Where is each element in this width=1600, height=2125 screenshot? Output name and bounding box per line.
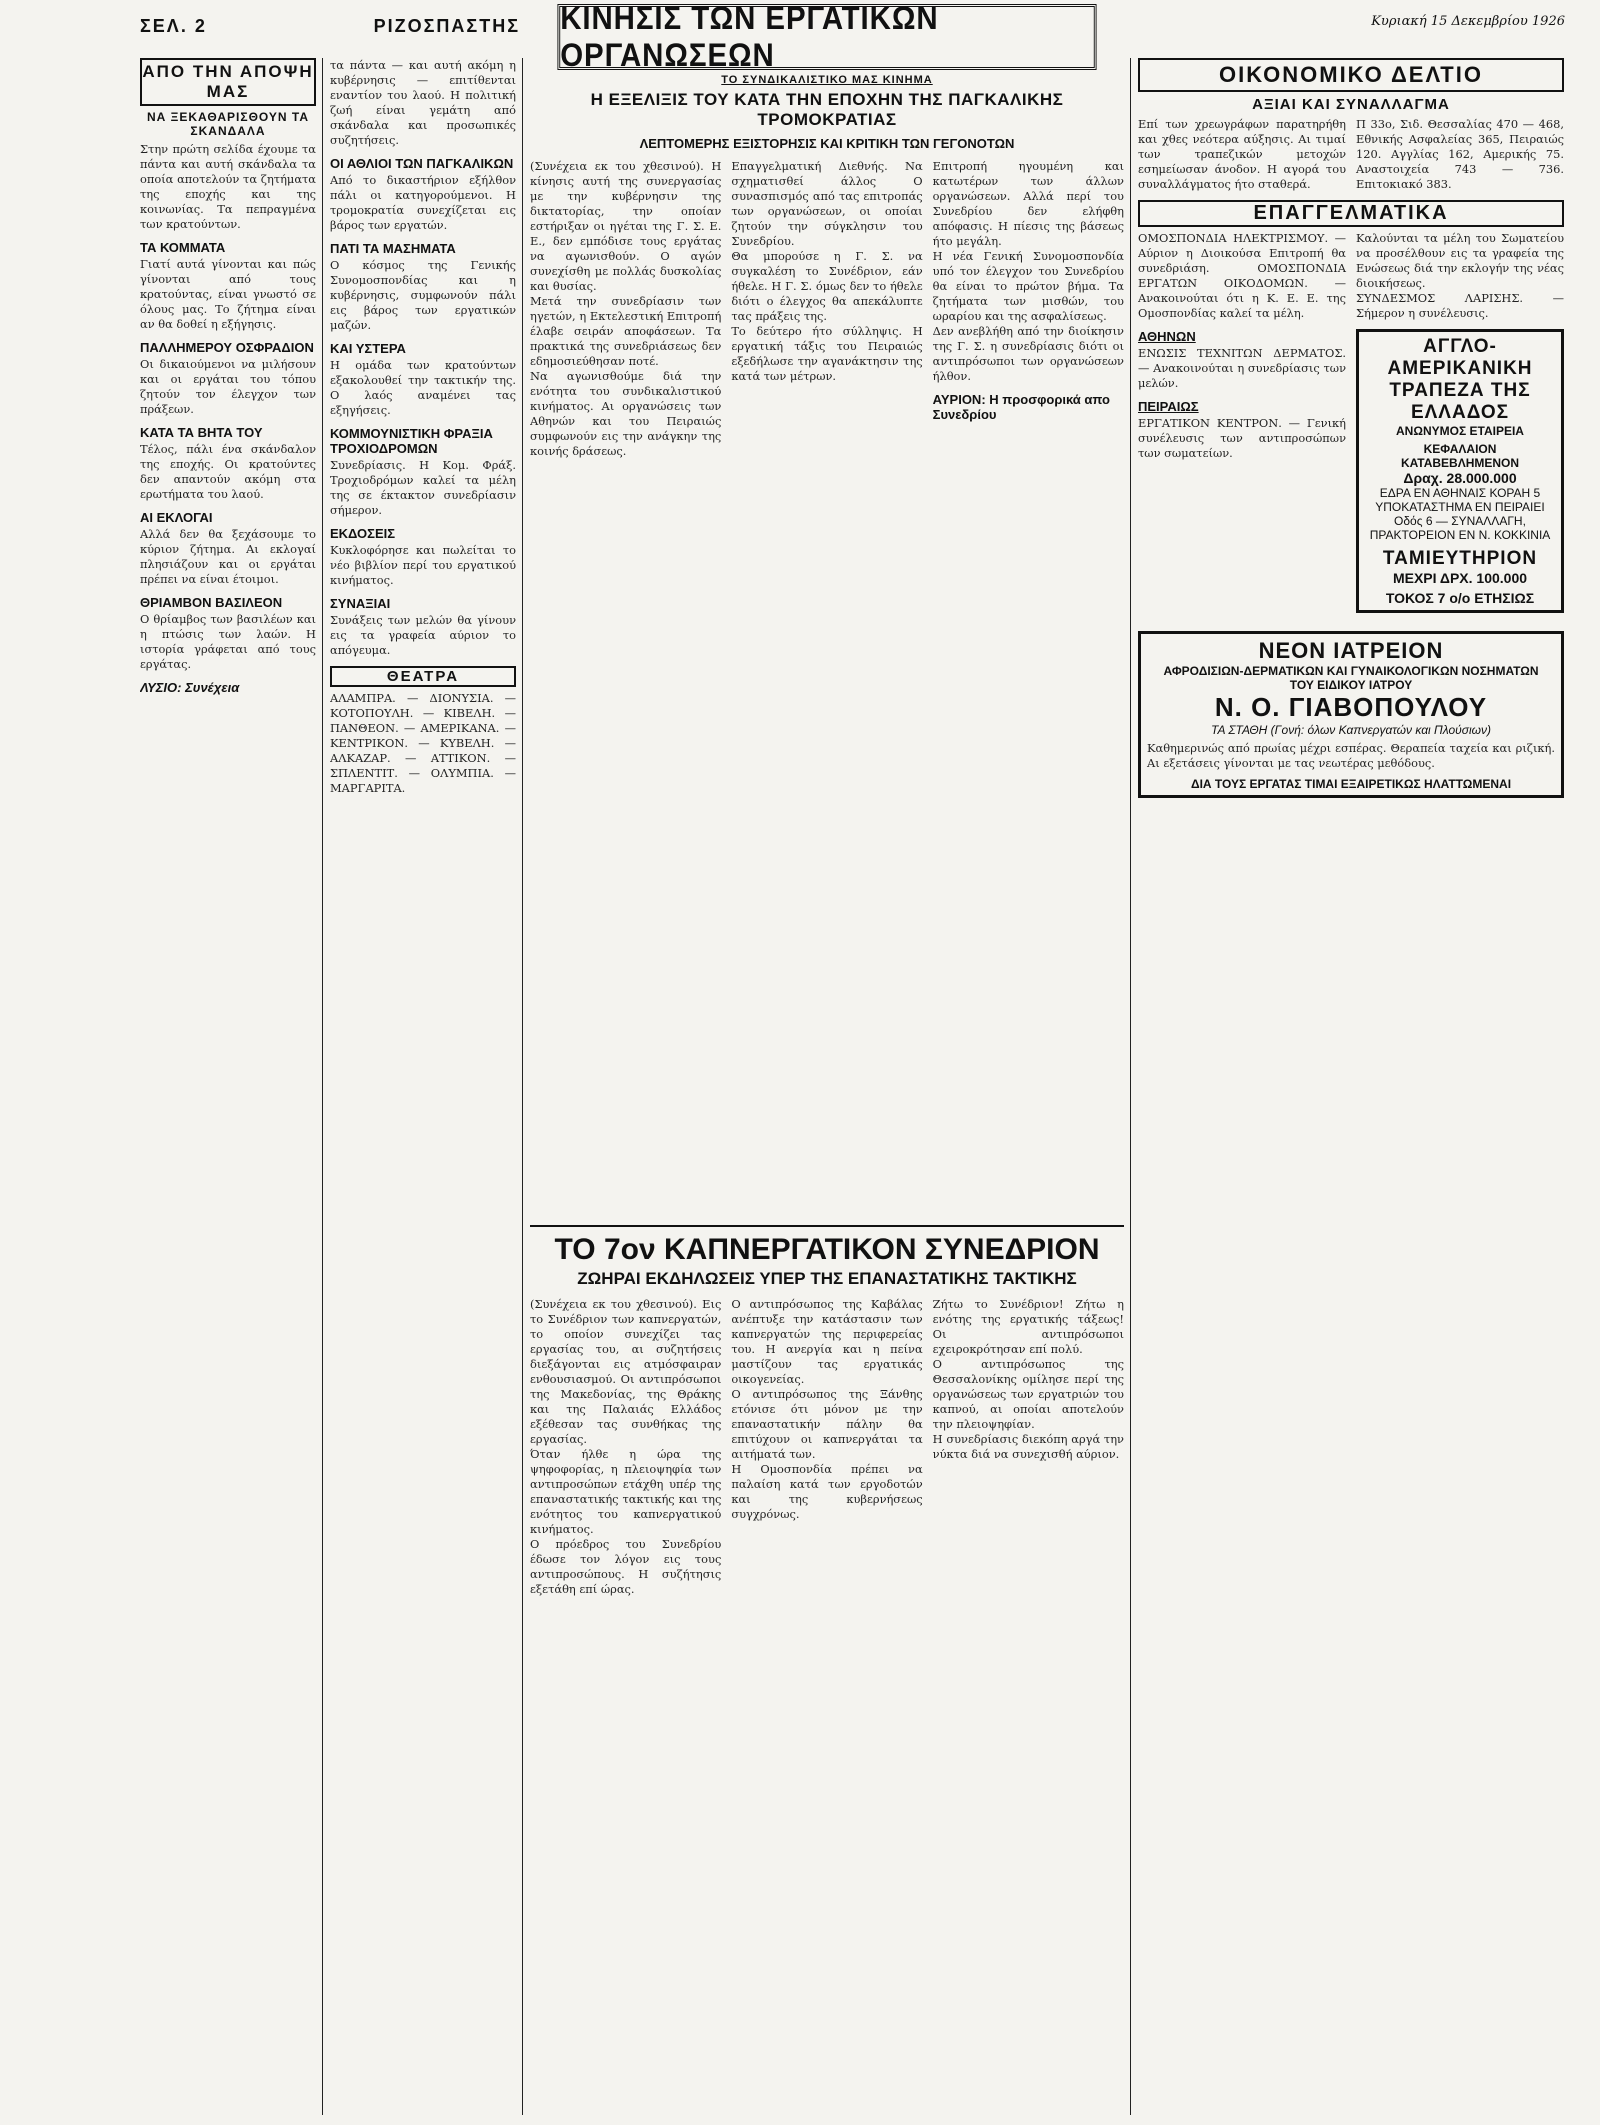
- interest-rate: ΤΟΚΟΣ 7 ο/ο ΕΤΗΣΙΩΣ: [1385, 590, 1535, 606]
- epag-header: ΕΠΑΓΓΕΛΜΑΤΙΚΑ: [1138, 200, 1564, 227]
- deck-1: ΛΕΠΤΟΜΕΡΗΣ ΕΞΙΣΤΟΡΗΣΙΣ ΚΑΙ ΚΡΙΤΙΚΗ ΤΩΝ ΓΕΓΟΝΟΤΩΝ: [639, 136, 1015, 151]
- body-text: Ο κόσμος της Γενικής Συνομοσπονδίας και η κυβέρνησις, συμφωνούν πάλι εις βάρος των εργατικών μαζών.: [330, 258, 516, 332]
- masthead-left: [140, 6, 520, 46]
- body-text: Επί των χρεωγράφων παρατηρήθη και χθες νεότερα αύξησις. Αι τιμαί των τραπεζικών μετοχών εσημείωσαν άνοδον. Η αγορά του συναλλάγματος ήτο σταθερά.: [1138, 117, 1346, 191]
- col1-subheader: ΝΑ ΞΕΚΑΘΑΡΙΣΘΟΥΝ ΤΑ ΣΚΑΝΔΑΛΑ: [146, 110, 310, 138]
- deck-2: ΖΩΗΡΑΙ ΕΚΔΗΛΩΣΕΙΣ ΥΠΕΡ ΤΗΣ ΕΠΑΝΑΣΤΑΤΙΚΗΣ ΤΑΚΤΙΚΗΣ: [577, 1269, 1077, 1288]
- doctor-name: Ν. Ο. ΓΙΑΒΟΠΟΥΛΟΥ: [1214, 692, 1488, 722]
- section-heading: ΑΙ ΕΚΛΟΓΑΙ: [140, 510, 213, 525]
- clinic-note: ΤΑ ΣΤΑΘΗ (Γονή: όλων Καπνεργατών και Πλούσιων): [1211, 723, 1491, 737]
- epag-columns: [1138, 231, 1564, 621]
- body-text: Κυκλοφόρησε και πωλείται το νέο βιβλίον περί του εργατικού κινήματος.: [330, 543, 516, 587]
- savings-label: ΤΑΜΙΕΥΤΗΡΙΟΝ: [1382, 548, 1538, 569]
- body-text: Η συνεδρίασις διεκόπη αργά την νύκτα διά να συνεχισθή αύριον.: [932, 1432, 1124, 1461]
- clinic-subtitle: ΑΦΡΟΔΙΣΙΩΝ-ΔΕΡΜΑΤΙΚΩΝ ΚΑΙ ΓΥΝΑΙΚΟΛΟΓΙΚΩΝ ΝΟΣΗΜΑΤΩΝ: [1163, 664, 1539, 678]
- column-rule: [522, 58, 523, 2115]
- headline-1: Η ΕΞΕΛΙΞΙΣ ΤΟΥ ΚΑΤΑ ΤΗΝ ΕΠΟΧΗΝ ΤΗΣ ΠΑΓΚΑΛΙΚΗΣ ΤΡΟΜΟΚΡΑΤΙΑΣ: [590, 90, 1064, 129]
- right-column: [1138, 58, 1564, 2115]
- body-text: Επαγγελματική Διεθνής. Να σχηματισθεί άλλος Ο συνασπισμός από τας επιτροπάς των οργανώσεων, οι οποίαι ζητούν την σύγκλησιν του Συνεδρίου.: [731, 159, 923, 248]
- capital-label: ΚΕΦΑΛΑΙΟΝ ΚΑΤΑΒΕΒΛΗΜΕΝΟΝ: [1400, 442, 1520, 470]
- savings-limit: ΜΕΧΡΙ ΔΡΧ. 100.000: [1392, 570, 1528, 586]
- econ-col: [1138, 117, 1346, 192]
- section-heading: ΘΡΙΑΜΒΟΝ ΒΑΣΙΛΕΟΝ: [140, 595, 283, 610]
- body-text: Ο αντιπρόσωπος της Ξάνθης ετόνισε ότι μόνον με την επαναστατικήν πάλην θα επιτύχουν οι καπνεργάται τα αιτήματά των.: [731, 1387, 923, 1461]
- article-col: [933, 1297, 1124, 1597]
- body-text: ΕΡΓΑΤΙΚΟΝ ΚΕΝΤΡΟΝ. — Γενική συνέλευσις των αντιπροσώπων των σωματείων.: [1138, 416, 1346, 460]
- body-text: Μετά την συνεδρίασιν των ηγετών, η Εκτελεστική Επιτροπή έλαβε σειράν αποφάσεων. Τα πρακτικά της συνεδριάσεως δεν εδημοσιεύθησαν ποτέ.: [530, 294, 722, 368]
- body-text: Η νέα Γενική Συνομοσπονδία υπό τον έλεγχον του Συνεδρίου θα είναι το πρώτον βήμα. Τα ζητήματα των μισθών, του ωραρίου και της ασφαλίσεως.: [932, 249, 1124, 323]
- econ-subheader: ΑΞΙΑΙ ΚΑΙ ΣΥΝΑΛΛΑΓΜΑ: [1252, 96, 1450, 113]
- body-text: Αλλά δεν θα ξεχάσουμε το κύριον ζήτημα. Αι εκλογαί πλησιάζουν και οι εργάται πρέπει να είναι έτοιμοι.: [140, 527, 316, 586]
- bank-ad: [1356, 329, 1564, 613]
- econ-col: [1356, 117, 1564, 192]
- body-text: Τέλος, πάλι ένα σκάνδαλον της εποχής. Οι κρατούντες δεν απαντούν ακόμη στα ερωτήματα του λαού.: [140, 442, 316, 501]
- section-heading: ΚΑΙ ΥΣΤΕΡΑ: [330, 341, 406, 356]
- section-heading: ΠΑΛΛΗΜΕΡΟΥ ΟΣΦΡΑΔΙΟΝ: [140, 340, 314, 355]
- section-heading: ΚΟΜΜΟΥΝΙΣΤΙΚΗ ΦΡΑΞΙΑ ΤΡΟΧΙΟΔΡΟΜΩΝ: [330, 426, 493, 456]
- body-text: Ο θρίαμβος των βασιλέων και η πτώσις των λαών. Η ιστορία γράφεται από τους εργάτας.: [140, 612, 316, 671]
- column-1: [140, 58, 316, 2115]
- article-col: [530, 1297, 721, 1597]
- body-text: Από το δικαστήριον εξήλθον πάλι οι κατηγορούμενοι. Η τρομοκρατία συνεχίζεται εις βάρος των εργατών.: [330, 173, 516, 232]
- section-heading: ΟΙ ΑΘΛΙΟΙ ΤΩΝ ΠΑΓΚΑΛΙΚΩΝ: [330, 156, 514, 171]
- body-text: ΑΛΑΜΠΡΑ. — ΔΙΟΝΥΣΙΑ. — ΚΟΤΟΠΟΥΛΗ. — ΚΙΒΕΛΗ. — ΠΑΝΘΕΟΝ. — ΑΜΕΡΙΚΑΝΑ. — ΚΕΝΤΡΙΚΟΝ. — ΚΥΒΕΛΗ. — ΑΛΚΑΖΑΡ. — ΑΤΤΙΚΟΝ. — ΣΠΛΕΝΤΙΤ. — ΟΛΥΜΠΙΑ. — ΜΑΡΓΑΡΙΤΑ.: [330, 691, 516, 795]
- body-text: Συνεδρίασις. Η Κομ. Φράξ. Τροχιοδρόμων καλεί τα μέλη της σε έκτακτον συνεδρίασιν σήμερον.: [330, 458, 516, 517]
- center-block: [530, 58, 1124, 2115]
- body-text: Να αγωνισθούμε διά την ενότητα του συνδικαλιστικού κινήματος. Αι οργανώσεις των Αθηνών και του Πειραιώς συμφωνούν εις την ανάγκην της κοινής δράσεως.: [530, 369, 722, 458]
- col1-header: ΑΠΟ ΤΗΝ ΑΠΟΨΗ ΜΑΣ: [140, 58, 316, 106]
- section-heading: ΚΑΤΑ ΤΑ ΒΗΤΑ ΤΟΥ: [140, 425, 263, 440]
- section-heading-box: ΘΕΑΤΡΑ: [330, 666, 516, 687]
- body-text: τα πάντα — και αυτή ακόμη η κυβέρνησις — επιτίθενται εναντίον του λαού. Η πολιτική ζωή είναι γεμάτη από σκάνδαλα και προσωπικές συζητήσεις.: [330, 58, 516, 147]
- body-text: Γιατί αυτά γίνονται και πώς γίνονται από τους κρατούντας, είναι γνωστό σε όλους μας. Το ζήτημα είναι αν θα δοθεί η εξήγησις.: [140, 257, 316, 331]
- paper-name: ΡΙΖΟΣΠΑΣΤΗΣ: [373, 15, 520, 36]
- article-col: [933, 159, 1124, 1219]
- section-heading: ΣΥΝΑΞΙΑΙ: [330, 596, 391, 611]
- body-text: Ο πρόεδρος του Συνεδρίου έδωσε τον λόγον εις τους αντιπροσώπους. Η συζήτησις εξετάθη επί ώρας.: [530, 1537, 722, 1596]
- masthead-date: Κυριακή 15 Δεκεμβρίου 1926: [1371, 14, 1565, 29]
- body-text: Η Ομοσπονδία πρέπει να παλαίση κατά των εργοδοτών και της κυβερνήσεως συγχρόνως.: [731, 1462, 923, 1521]
- body-text: (Συνέχεια εκ του χθεσινού). Η κίνησις αυτή της συνεργασίας με την κυβέρνησιν της δικτατορίας, την οποίαν εστήριξαν οι ηγέται της Γ. Σ. Ε. Ε., δεν εμπόδισε τους εργάτας να αγωνισθούν. Ο αγών συνεχίσθη με πολλάς δυσκολίας και θυσίας.: [530, 159, 722, 293]
- column-2: [330, 58, 516, 2115]
- body-text: (Συνέχεια εκ του χθεσινού). Εις το Συνέδριον των καπνεργατών, το οποίον συνεχίζει τας εργασίας του, αι συζητήσεις διεξάγονται εις ατμόσφαιραν ενθουσιασμού. Οι αντιπρόσωποι της Μακεδονίας, της Θράκης και της Παλαιάς Ελλάδος εξέθεσαν τας συνθήκας της εργασίας.: [530, 1297, 722, 1446]
- econ-columns: [1138, 117, 1564, 192]
- section-heading: ΠΑΤΙ ΤΑ ΜΑΣΗΜΑΤΑ: [330, 241, 456, 256]
- kicker: ΤΟ ΣΥΝΔΙΚΑΛΙΣΤΙΚΟ ΜΑΣ ΚΙΝΗΜΑ: [721, 74, 933, 86]
- epag-col: [1356, 231, 1564, 621]
- clinic-title: ΝΕΟΝ ΙΑΤΡΕΙΟΝ: [1258, 638, 1444, 663]
- column-rule: [322, 58, 323, 2115]
- body-text: Οι δικαιούμενοι να μιλήσουν και οι εργάται του τόπου ζητούν τον έλεγχον των πράξεων.: [140, 357, 316, 416]
- body-text: Το δεύτερο ήτο σύλληψις. Η εργατική τάξις του Πειραιώς εξεδήλωσε την αγανάκτησιν της κατά των μέτρων.: [731, 324, 923, 383]
- epag-col: [1138, 231, 1346, 621]
- body-text: Δεν ανεβλήθη από την διοίκησιν της Γ. Σ. η συνεδρίασις διότι οι αντιπρόσωποι των οργανώσεων ήλθον.: [932, 324, 1124, 383]
- body-text: Συνάξεις των μελών θα γίνουν εις τα γραφεία αύριον το απόγευμα.: [330, 613, 516, 657]
- article-columns: [530, 159, 1124, 1219]
- article2-columns: [530, 1297, 1124, 1597]
- bank-seat: ΕΔΡΑ ΕΝ ΑΘΗΝΑΙΣ ΚΟΡΑΗ 5: [1379, 486, 1541, 500]
- clinic-ad: [1138, 631, 1564, 798]
- divider: [530, 1225, 1124, 1227]
- section-heading: ΠΕΙΡΑΙΩΣ: [1138, 399, 1199, 414]
- body-text: ΕΝΩΣΙΣ ΤΕΧΝΙΤΩΝ ΔΕΡΜΑΤΟΣ. — Ανακοινούται η συνεδρίασις των μελών.: [1138, 346, 1346, 390]
- bank-branches: ΥΠΟΚΑΤΑΣΤΗΜΑ ΕΝ ΠΕΙΡΑΙΕΙ Οδός 6 — ΣΥΝΑΛΛΑΓΗ, ΠΡΑΚΤΟΡΕΙΟΝ ΕΝ Ν. ΚΟΚΚΙΝΙΑ: [1369, 500, 1551, 542]
- section-heading: ΤΑ ΚΟΜΜΑΤΑ: [140, 240, 226, 255]
- body-text: ΟΜΟΣΠΟΝΔΙΑ ΗΛΕΚΤΡΙΣΜΟΥ. — Αύριον η Διοικούσα Επιτροπή θα συνεδριάση. ΟΜΟΣΠΟΝΔΙΑ ΕΡΓΑΤΩΝ ΟΙΚΟΔΟΜΩΝ. — Ανακοινούται ότι η Κ. Ε. Ε. της Ομοσπονδίας καλεί τα μέλη.: [1138, 231, 1346, 320]
- section-heading: ΑΘΗΝΩΝ: [1138, 329, 1196, 344]
- body-text: Επιτροπή ηγουμένη και κατωτέρων των άλλων οργανώσεων. Αλλά περί του Συνεδρίου δεν ελήφθη απόφασις. Η πίεσις της βάσεως ήτο μεγάλη.: [932, 159, 1124, 248]
- econ-header: ΟΙΚΟΝΟΜΙΚΟ ΔΕΛΤΙΟ: [1138, 58, 1564, 92]
- bank-name: ΑΓΓΛΟ-ΑΜΕΡΙΚΑΝΙΚΗ ΤΡΑΠΕΖΑ ΤΗΣ ΕΛΛΑΔΟΣ: [1387, 336, 1533, 423]
- headline-2: ΤΟ 7ον ΚΑΠΝΕΡΓΑΤΙΚΟΝ ΣΥΝΕΔΡΙΟΝ: [554, 1233, 1100, 1266]
- body-text: Ο αντιπρόσωπος της Θεσσαλονίκης ομίλησε περί της οργανώσεως των εργατριών του καπνού, αι οποίαι αποτελούν την πλειοψηφίαν.: [932, 1357, 1124, 1431]
- body-text: Καθημερινώς από πρωίας μέχρι εσπέρας. Θεραπεία ταχεία και ριζική. Αι εξετάσεις γίνονται με τας νεωτέρας μεθόδους.: [1147, 741, 1555, 770]
- body-text: Θα μπορούσε η Γ. Σ. να συγκαλέση το Συνέδριον, εάν ήθελε. Η Γ. Σ. όμως δεν το ήθελε διότι ο έλεγχος θα απεκάλυπτε τας πράξεις της.: [731, 249, 923, 323]
- col1-footer: ΛΥΣΙΟ: Συνέχεια: [140, 680, 240, 695]
- article-col: [731, 159, 922, 1219]
- article-col: [530, 159, 721, 1219]
- page-number: ΣΕΛ. 2: [140, 15, 207, 36]
- body-text: Π 33ο, Σιδ. Θεσσαλίας 470 — 468, Εθνικής Ασφαλείας 365, Πειραιώς 120. Αγγλίας 162, Αμερικής 75. Αναστοιχεία 743 — 736. Επιτοκιακό 383.: [1356, 117, 1564, 191]
- body-text: Στην πρώτη σελίδα έχουμε τα πάντα και αυτή σκάνδαλα τα οποία αποτελούν τα ζητήματα της εποχής και της κοινωνίας. Τα πεπραγμένα των κρατούντων.: [140, 142, 316, 231]
- bank-type: ΑΝΩΝΥΜΟΣ ΕΤΑΙΡΕΙΑ: [1396, 424, 1524, 438]
- body-text: Ο αντιπρόσωπος της Καβάλας ανέπτυξε την κατάστασιν των καπνεργατών της περιφερείας του. Η ανεργία και η πείνα μαστίζουν τας εργατικάς οικογενείας.: [731, 1297, 923, 1386]
- column-rule: [1130, 58, 1131, 2115]
- body-text: Ζήτω το Συνέδριον! Ζήτω η ενότης της εργατικής τάξεως! Οι αντιπρόσωποι εχειροκρότησαν επί πολύ.: [932, 1297, 1124, 1356]
- body-text: Η ομάδα των κρατούντων εξακολουθεί την τακτικήν της. Ο λαός αναμένει τας εξηγήσεις.: [330, 358, 516, 417]
- bold-line: ΑΥΡΙΟΝ: Η προσφορικά απο Συνεδρίου: [932, 392, 1110, 422]
- section-heading: ΕΚΔΟΣΕΙΣ: [330, 526, 396, 541]
- clinic-footer: ΔΙΑ ΤΟΥΣ ΕΡΓΑΤΑΣ ΤΙΜΑΙ ΕΞΑΙΡΕΤΙΚΩΣ ΗΛΑΤΤΩΜΕΝΑΙ: [1190, 777, 1512, 791]
- capital-value: Δραχ. 28.000.000: [1403, 470, 1517, 486]
- article-col: [731, 1297, 922, 1597]
- banner-title: ΚΙΝΗΣΙΣ ΤΩΝ ΕΡΓΑΤΙΚΩΝ ΟΡΓΑΝΩΣΕΩΝ: [557, 4, 1096, 70]
- body-text: ΣΥΝΔΕΣΜΟΣ ΛΑΡΙΣΗΣ. — Σήμερον η συνέλευσις.: [1356, 291, 1564, 320]
- clinic-of: ΤΟΥ ΕΙΔΙΚΟΥ ΙΑΤΡΟΥ: [1289, 678, 1413, 692]
- body-text: Όταν ήλθε η ώρα της ψηφοφορίας, η πλειοψηφία των αντιπροσώπων ετάχθη υπέρ της επαναστατικής τακτικής και της ενότητος του καπνεργατικού κινήματος.: [530, 1447, 722, 1536]
- body-text: Καλούνται τα μέλη του Σωματείου να προσέλθουν εις τα γραφεία της Ενώσεως διά την εκλογήν της νέας διοικήσεως.: [1356, 231, 1564, 290]
